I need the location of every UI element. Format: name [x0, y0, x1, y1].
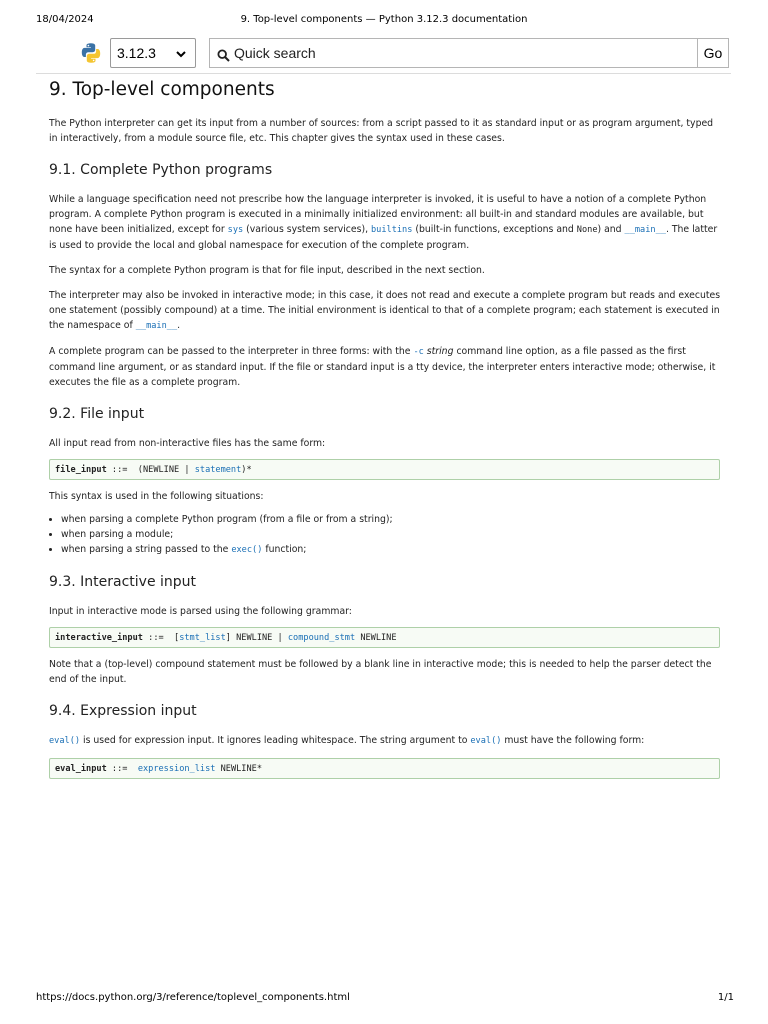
interactive-input-grammar: interactive_input ::= [stmt_list] NEWLINE | compound_stmt NEWLINE: [49, 627, 720, 648]
go-button[interactable]: Go: [697, 39, 728, 67]
search-icon: [217, 47, 230, 60]
header-divider: [36, 73, 731, 74]
section-heading-expression-input: 9.4. Expression input: [49, 703, 197, 719]
statement-link[interactable]: statement: [194, 465, 242, 475]
eval-link[interactable]: eval(): [49, 736, 81, 746]
file-input-situations-list: [49, 512, 721, 558]
expression-input-paragraph-1: eval() is used for expression input. It ignores leading whitespace. The string argument to eval() must have the following form:: [49, 735, 645, 746]
exec-link[interactable]: exec(): [231, 545, 263, 555]
complete-programs-paragraph-4: A complete program can be passed to the interpreter in three forms: with the -c string command line option, as a file passed as the first command line argument, or as standard input. If the file or standard input is a tty device, the interpreter enters interactive mode; otherwise, it executes the file as a complete program.: [49, 346, 716, 388]
interactive-input-paragraph-2: Note that a (top-level) compound statement must be followed by a blank line in interactive mode; this is needed to help the parser detect the end of the input.: [49, 659, 712, 685]
file-input-grammar: file_input ::= (NEWLINE | statement)*: [49, 459, 720, 480]
search-input[interactable]: [234, 43, 694, 63]
interactive-input-paragraph-1: Input in interactive mode is parsed using the following grammar:: [49, 606, 352, 617]
version-value: 3.12.3: [117, 45, 156, 61]
section-heading-interactive-input: 9.3. Interactive input: [49, 574, 197, 590]
print-footer: [0, 992, 768, 1008]
file-input-paragraph-1: All input read from non-interactive files has the same form:: [49, 438, 326, 449]
list-item: • when parsing a module;: [61, 527, 721, 542]
file-input-paragraph-2: This syntax is used in the following situations:: [49, 491, 264, 502]
complete-programs-paragraph-1: While a language specification need not prescribe how the language interpreter is invoked, it is useful to have a notion of a complete Python program. A complete Python program is executed in a minimally initialized environment: all built-in and standard modules are available, but none have been initialized, except for sys (various system services), builtins (built-in functions, exceptions and None) and __main__. The latter is used to provide the local and global namespace for execution of the complete program.: [49, 194, 718, 251]
python-logo-icon[interactable]: [80, 42, 102, 64]
compound-stmt-link[interactable]: compound_stmt: [287, 633, 356, 643]
list-item: • when parsing a string passed to the exec() function;: [61, 542, 721, 558]
chevron-down-icon: [175, 47, 187, 59]
section-heading-file-input: 9.2. File input: [49, 406, 145, 422]
print-header: [0, 14, 768, 30]
intro-paragraph: The Python interpreter can get its input from a number of sources: from a script passed to it as standard input or as program argument, typed in interactively, from a module source file, etc. This chapter gives the syntax used in these cases.: [49, 118, 714, 144]
eval-link-2[interactable]: eval(): [470, 736, 502, 746]
print-url: https://docs.python.org/3/reference/toplevel_components.html: [36, 992, 350, 1003]
section-heading-complete-programs: 9.1. Complete Python programs: [49, 162, 273, 178]
complete-programs-paragraph-2: The syntax for a complete Python program is that for file input, described in the next section.: [49, 265, 485, 276]
complete-programs-paragraph-3: The interpreter may also be invoked in interactive mode; in this case, it does not read and execute a complete program but reads and executes one statement (possibly compound) at a time. The initial environment is identical to that of a complete program; each statement is executed in the namespace of __main__.: [49, 290, 721, 331]
search-box: [209, 38, 729, 68]
main-link[interactable]: __main__: [624, 225, 666, 235]
expression-list-link[interactable]: expression_list: [137, 764, 216, 774]
main-link-2[interactable]: __main__: [135, 321, 178, 331]
page-title: 9. Top-level components: [49, 79, 275, 100]
print-page-count: 1/1: [717, 992, 734, 1003]
list-item: • when parsing a complete Python program (from a file or from a string);: [61, 512, 721, 527]
top-bar: [0, 38, 768, 70]
sys-link[interactable]: sys: [227, 225, 244, 235]
stmt-list-link[interactable]: stmt_list: [179, 633, 226, 643]
builtins-link[interactable]: builtins: [371, 225, 413, 235]
print-title: 9. Top-level components — Python 3.12.3 documentation: [240, 14, 528, 25]
document-body: [49, 78, 721, 779]
c-option-link[interactable]: -c: [413, 347, 424, 357]
version-select[interactable]: [110, 38, 196, 68]
none-literal: None: [576, 225, 598, 235]
eval-input-grammar: eval_input ::= expression_list NEWLINE*: [49, 758, 720, 779]
print-date: 18/04/2024: [36, 14, 94, 25]
